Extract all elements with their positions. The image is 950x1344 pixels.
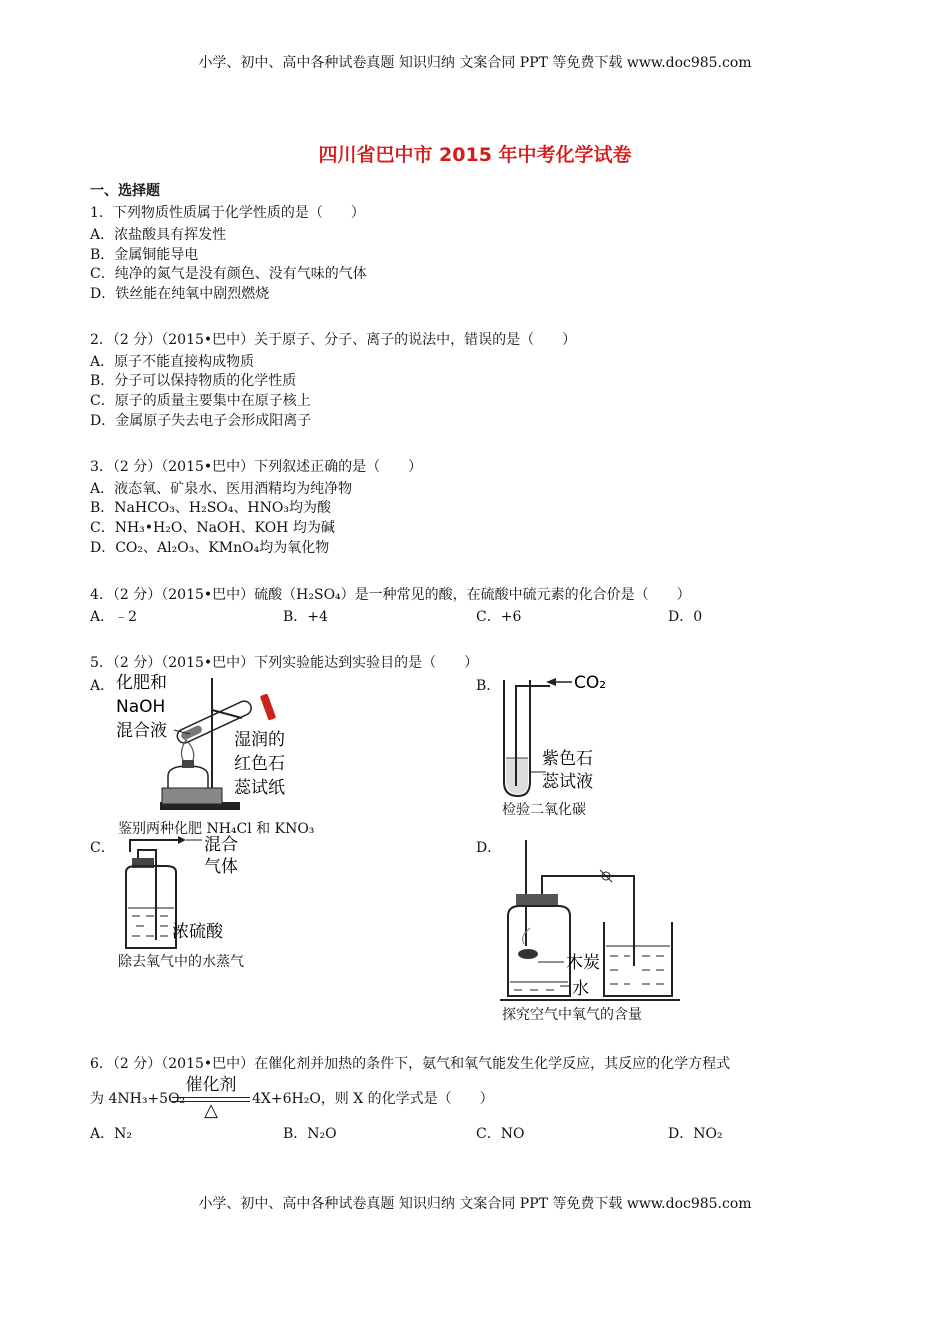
fig-a-label-2: NaOH <box>116 697 166 717</box>
q4-option-b: B．+4 <box>283 609 328 625</box>
fig-b-right-2: 蕊试液 <box>542 772 593 792</box>
q5-option-a: A． <box>90 678 115 694</box>
fig-a-label-1: 化肥和 <box>116 673 167 693</box>
q4-option-c: C．+6 <box>476 609 522 625</box>
q6-reaction-arrow <box>172 1070 250 1122</box>
q1-option-b: B．金属铜能导电 <box>90 247 199 263</box>
q6-heat-label: △ <box>204 1100 218 1121</box>
q5-option-c: C． <box>90 840 115 856</box>
q2-option-b: B．分子可以保持物质的化学性质 <box>90 373 297 389</box>
figure-c-labels <box>172 832 290 944</box>
fig-d-charcoal-label: 木炭 <box>566 953 600 973</box>
q6-option-a: A．N₂ <box>90 1126 132 1142</box>
q4-stem: 4．（2 分）（2015•巴中）硫酸（H₂SO₄）是一种常见的酸，在硫酸中硫元素的化合价是（ ） <box>90 587 691 603</box>
q5-caption-b: 检验二氧化碳 <box>502 802 586 818</box>
q5-option-b: B． <box>476 678 501 694</box>
q2-option-a: A．原子不能直接构成物质 <box>90 354 255 370</box>
fig-a-right-2: 红色石 <box>234 754 285 774</box>
page-header: 小学、初中、高中各种试卷真题 知识归纳 文案合同 PPT 等免费下载 www.doc985.com <box>198 55 752 71</box>
page-footer: 小学、初中、高中各种试卷真题 知识归纳 文案合同 PPT 等免费下载 www.doc985.com <box>198 1196 752 1212</box>
q3-stem: 3．（2 分）（2015•巴中）下列叙述正确的是（ ） <box>90 459 423 475</box>
q1-option-d: D．铁丝能在纯氧中剧烈燃烧 <box>90 286 270 302</box>
fig-c-right-2: 气体 <box>204 857 238 877</box>
figure-d-oxygen-apparatus <box>500 836 686 1004</box>
fig-a-right-1: 湿润的 <box>234 730 285 750</box>
page-title: 四川省巴中市 2015 年中考化学试卷 <box>318 144 632 166</box>
q1-option-a: A．浓盐酸具有挥发性 <box>90 227 227 243</box>
section-heading: 一、选择题 <box>90 183 160 199</box>
fig-c-right-1: 混合 <box>204 835 238 855</box>
fig-a-label-3: 混合液 <box>116 721 167 741</box>
fig-b-gas-label: CO₂ <box>574 673 607 693</box>
q6-stem: 6．（2 分）（2015•巴中）在催化剂并加热的条件下，氨气和氧气能发生化学反应，其反应的化学方程式 <box>90 1056 731 1072</box>
q6-option-c: C．NO <box>476 1126 525 1142</box>
q6-option-b: B．N₂O <box>283 1126 337 1142</box>
fig-d-water-label: 水 <box>572 979 589 999</box>
q6-equation-left: 为 4NH₃+5O₂ <box>90 1091 186 1107</box>
q6-option-d: D．NO₂ <box>668 1126 723 1142</box>
q2-option-d: D．金属原子失去电子会形成阳离子 <box>90 413 312 429</box>
q2-option-c: C．原子的质量主要集中在原子核上 <box>90 393 311 409</box>
q6-equation-right: 4X+6H₂O，则 X 的化学式是（ ） <box>252 1091 494 1107</box>
q5-caption-d: 探究空气中氧气的含量 <box>502 1007 642 1023</box>
q3-option-d: D．CO₂、Al₂O₃、KMnO₄均为氧化物 <box>90 540 330 556</box>
q3-option-b: B．NaHCO₃、H₂SO₄、HNO₃均为酸 <box>90 500 331 516</box>
q5-caption-a: 鉴别两种化肥 NH₄Cl 和 KNO₃ <box>118 821 315 837</box>
q4-option-a: A．﹣2 <box>90 609 138 625</box>
figure-a-litmus-label <box>232 725 312 801</box>
q1-option-c: C．纯净的氮气是没有颜色、没有气味的气体 <box>90 266 367 282</box>
q3-option-c: C．NH₃•H₂O、NaOH、KOH 均为碱 <box>90 520 335 536</box>
q2-stem: 2．（2 分）（2015•巴中）关于原子、分子、离子的说法中，错误的是（ ） <box>90 332 577 348</box>
q1-stem: 1．下列物质性质属于化学性质的是（ ） <box>90 205 365 221</box>
q5-caption-c: 除去氧气中的水蒸气 <box>118 954 244 970</box>
figure-b-test-tube <box>496 672 626 800</box>
fig-b-right-1: 紫色石 <box>542 749 593 769</box>
q3-option-a: A．液态氧、矿泉水、医用酒精均为纯净物 <box>90 481 353 497</box>
q4-option-d: D．0 <box>668 609 703 625</box>
q5-stem: 5．（2 分）（2015•巴中）下列实验能达到实验目的是（ ） <box>90 655 479 671</box>
q6-catalyst-label: 催化剂 <box>185 1075 237 1095</box>
q5-option-d: D． <box>476 840 502 856</box>
fig-c-acid-label: 浓硫酸 <box>172 922 223 942</box>
fig-a-right-3: 蕊试纸 <box>234 778 285 798</box>
